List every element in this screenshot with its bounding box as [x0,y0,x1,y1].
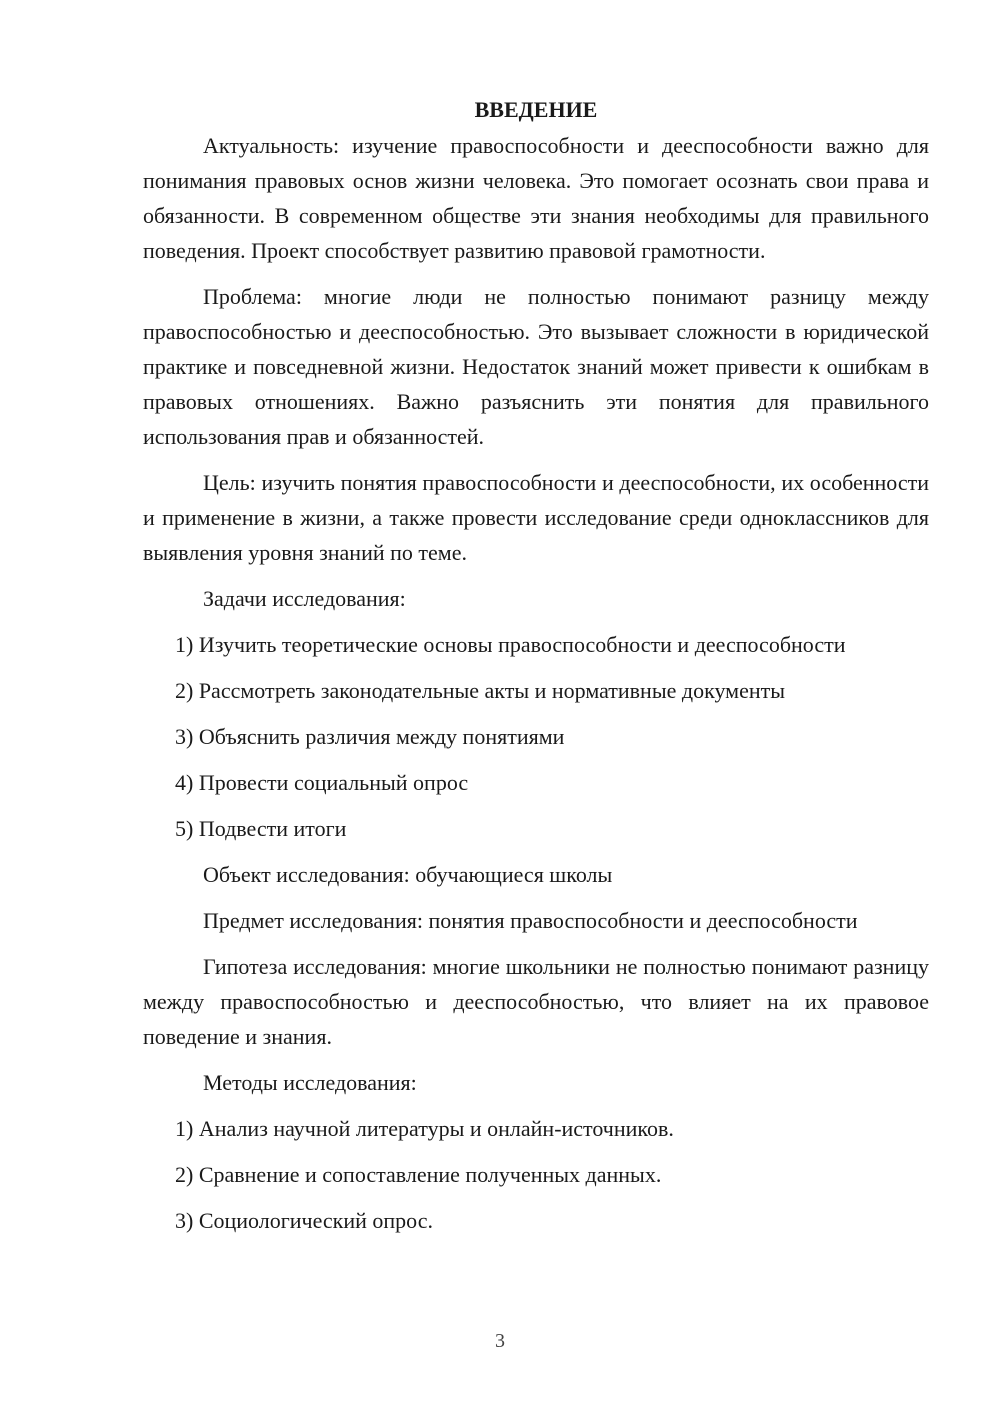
task-item: 5) Подвести итоги [175,816,347,841]
task-item: 4) Провести социальный опрос [175,770,469,795]
subject-paragraph: Предмет исследования: понятия правоспособности и дееспособности [203,908,858,933]
tasks-heading: Задачи исследования: [203,586,406,611]
method-item: 1) Анализ научной литературы и онлайн-источников. [175,1116,674,1141]
hypothesis-paragraph: Гипотеза исследования: многие школьники не полностью понимают разницу между правоспособностью и дееспособностью, что влияет на их правовое поведение и знания. [143,954,929,1049]
section-title: ВВЕДЕНИЕ [474,97,598,122]
task-item: 3) Объяснить различия между понятиями [175,724,565,749]
document-page [143,92,929,1249]
object-line: Объект исследования: обучающиеся школы [203,862,613,887]
methods-heading: Методы исследования: [203,1070,417,1095]
task-item: 2) Рассмотреть законодательные акты и нормативные документы [175,678,786,703]
problem-paragraph: Проблема: многие люди не полностью понимают разницу между правоспособностью и дееспособностью. Это вызывает сложности в юридической практике и повседневной жизни. Недостаток знаний может привести к ошибкам в правовых отношениях. Важно разъяснить эти понятия для правильного использования прав и обязанностей. [143,284,929,449]
goal-paragraph: Цель: изучить понятия правоспособности и дееспособности, их особенности и применение в жизни, а также провести исследование среди одноклассников для выявления уровня знаний по теме. [143,470,929,565]
task-item: 1) Изучить теоретические основы правоспособности и дееспособности [175,632,846,657]
page-number: 3 [495,1330,505,1352]
method-item: 3) Социологический опрос. [175,1208,433,1233]
relevance-paragraph: Актуальность: изучение правоспособности и дееспособности важно для понимания правовых основ жизни человека. Это помогает осознать свои права и обязанности. В современном обществе эти знания необходимы для правильного поведения. Проект способствует развитию правовой грамотности. [143,133,929,263]
method-item: 2) Сравнение и сопоставление полученных данных. [175,1162,662,1187]
